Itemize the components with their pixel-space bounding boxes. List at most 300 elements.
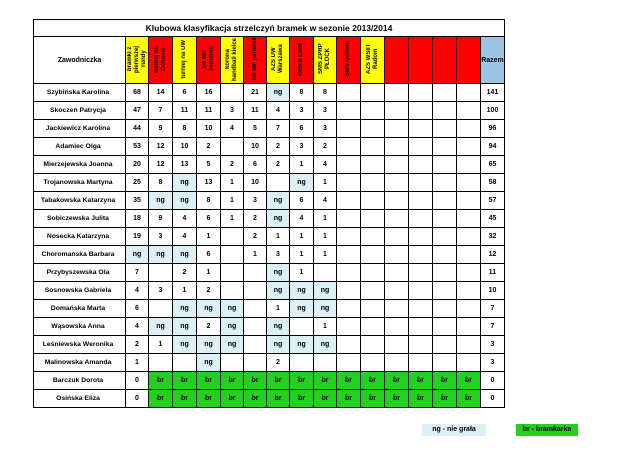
column-header-10 <box>337 37 361 84</box>
score-cell <box>361 120 385 138</box>
total-cell: 3 <box>481 354 505 372</box>
score-cell <box>221 138 244 156</box>
score-cell: br <box>244 390 267 408</box>
score-cell: 1 <box>244 246 267 264</box>
score-cell: ng <box>314 282 337 300</box>
score-cell <box>409 102 433 120</box>
score-cell: 1 <box>197 264 221 282</box>
score-cell: ng <box>197 354 221 372</box>
score-cell: 1 <box>314 228 337 246</box>
score-cell: br <box>361 390 385 408</box>
score-cell <box>361 192 385 210</box>
score-cell: 1 <box>314 318 337 336</box>
score-cell: br <box>337 390 361 408</box>
score-cell: 1 <box>221 192 244 210</box>
total-cell: 58 <box>481 174 505 192</box>
score-cell: 2 <box>197 318 221 336</box>
score-cell <box>385 84 409 102</box>
score-cell: br <box>409 372 433 390</box>
score-cell <box>433 246 457 264</box>
score-cell: 1 <box>149 336 173 354</box>
score-cell <box>149 354 173 372</box>
column-header-7 <box>267 37 290 84</box>
total-cell: 12 <box>481 246 505 264</box>
table-row <box>34 246 505 264</box>
score-cell: 8 <box>290 84 314 102</box>
score-cell: 1 <box>314 210 337 228</box>
score-cell <box>385 192 409 210</box>
column-header-15 <box>457 37 481 84</box>
score-cell: 4 <box>221 120 244 138</box>
total-cell: 45 <box>481 210 505 228</box>
column-header-label: 1/4 MP seniorek <box>201 46 215 72</box>
score-cell <box>457 210 481 228</box>
score-cell <box>433 192 457 210</box>
score-cell: 2 <box>173 264 197 282</box>
score-cell <box>337 228 361 246</box>
score-cell <box>457 354 481 372</box>
player-name: Trojanowska Martyna <box>34 174 126 192</box>
score-cell: ng <box>314 300 337 318</box>
player-name: Skoczeń Patrycja <box>34 102 126 120</box>
score-cell: 11 <box>197 102 221 120</box>
score-cell <box>361 228 385 246</box>
score-cell <box>457 174 481 192</box>
score-cell <box>457 84 481 102</box>
player-name: Malinowska Amanda <box>34 354 126 372</box>
score-cell <box>337 354 361 372</box>
score-cell: 3 <box>244 192 267 210</box>
legend-goalkeeper: br - bramkarka <box>516 424 578 436</box>
table-row <box>34 192 505 210</box>
player-name: Jackiewicz Karolina <box>34 120 126 138</box>
score-cell: 1 <box>314 246 337 264</box>
column-header-label: AZS WSIiT Radom <box>365 43 379 75</box>
score-cell: 1 <box>221 210 244 228</box>
column-header-9 <box>314 37 337 84</box>
score-cell <box>457 300 481 318</box>
score-cell <box>433 102 457 120</box>
score-cell <box>361 354 385 372</box>
score-cell: 3 <box>314 120 337 138</box>
score-cell <box>385 210 409 228</box>
player-name: Nosecka Katarzyna <box>34 228 126 246</box>
score-cell: br <box>361 372 385 390</box>
score-cell: 2 <box>267 138 290 156</box>
score-cell <box>221 84 244 102</box>
total-cell: 96 <box>481 120 505 138</box>
score-cell: br <box>149 390 173 408</box>
score-cell: 2 <box>314 138 337 156</box>
score-cell <box>457 138 481 156</box>
score-cell: 6 <box>126 300 149 318</box>
column-header-label: SMS Ochota <box>345 41 351 77</box>
score-cell: 6 <box>290 120 314 138</box>
score-cell: 4 <box>126 318 149 336</box>
score-cell <box>385 138 409 156</box>
score-cell <box>385 354 409 372</box>
score-cell: 11 <box>173 102 197 120</box>
score-cell: ng <box>173 246 197 264</box>
score-cell <box>149 264 173 282</box>
score-cell <box>385 120 409 138</box>
score-cell <box>385 300 409 318</box>
score-cell: 10 <box>173 138 197 156</box>
score-cell: ng <box>290 174 314 192</box>
score-cell: ng <box>290 336 314 354</box>
total-cell: 3 <box>481 336 505 354</box>
score-cell <box>409 354 433 372</box>
table-row <box>34 282 505 300</box>
score-cell <box>290 354 314 372</box>
table-row <box>34 102 505 120</box>
score-cell: 2 <box>267 156 290 174</box>
score-cell <box>221 354 244 372</box>
score-cell: 1 <box>314 174 337 192</box>
score-cell: 2 <box>244 228 267 246</box>
score-cell <box>409 318 433 336</box>
table-row <box>34 300 505 318</box>
score-cell: 3 <box>149 228 173 246</box>
score-cell: ng <box>221 318 244 336</box>
score-cell <box>361 156 385 174</box>
score-cell <box>433 84 457 102</box>
score-cell: 4 <box>173 210 197 228</box>
score-cell: 35 <box>126 192 149 210</box>
table-row <box>34 210 505 228</box>
score-cell: br <box>149 372 173 390</box>
score-cell: ng <box>221 336 244 354</box>
score-cell: ng <box>173 174 197 192</box>
total-cell: 0 <box>481 372 505 390</box>
score-cell: ng <box>149 318 173 336</box>
score-cell: 4 <box>173 228 197 246</box>
score-cell: 12 <box>149 156 173 174</box>
score-cell <box>409 138 433 156</box>
score-cell: ng <box>267 318 290 336</box>
score-cell: 1 <box>267 228 290 246</box>
score-cell: 6 <box>244 156 267 174</box>
column-header-label: AZS UW Warszawa <box>271 44 284 74</box>
score-cell: 14 <box>149 84 173 102</box>
score-cell: ng <box>267 264 290 282</box>
score-cell: ng <box>314 336 337 354</box>
score-cell: 4 <box>314 192 337 210</box>
column-header-label: bramki z pierwszej rundy <box>126 45 147 73</box>
score-cell: 7 <box>149 102 173 120</box>
score-cell: 12 <box>149 138 173 156</box>
score-cell <box>433 300 457 318</box>
score-cell: 3 <box>290 138 314 156</box>
score-cell <box>433 318 457 336</box>
player-name: Sobiczewska Julita <box>34 210 126 228</box>
score-cell <box>457 318 481 336</box>
score-cell: 19 <box>126 228 149 246</box>
score-cell: br <box>314 372 337 390</box>
score-cell: ng <box>173 336 197 354</box>
score-cell <box>433 156 457 174</box>
score-cell <box>244 336 267 354</box>
total-cell: 32 <box>481 228 505 246</box>
score-cell: 8 <box>314 84 337 102</box>
column-header-3 <box>173 37 197 84</box>
score-cell <box>337 282 361 300</box>
score-cell <box>290 318 314 336</box>
player-name: Tabakowska Katarzyna <box>34 192 126 210</box>
column-header-2 <box>149 37 173 84</box>
score-cell <box>409 282 433 300</box>
table-row <box>34 156 505 174</box>
score-cell: 3 <box>267 246 290 264</box>
total-column-header: Razem <box>481 37 505 84</box>
score-cell: ng <box>267 192 290 210</box>
score-cell: 16 <box>197 84 221 102</box>
table-title: Klubowa klasyfikacja strzelczyń bramek w sezonie 2013/2014 <box>34 20 505 37</box>
score-cell: br <box>244 372 267 390</box>
score-cell: ng <box>221 300 244 318</box>
score-cell: br <box>290 390 314 408</box>
score-cell: 2 <box>267 354 290 372</box>
column-header-5 <box>221 37 244 84</box>
score-cell <box>173 354 197 372</box>
score-cell <box>361 318 385 336</box>
score-cell <box>409 120 433 138</box>
score-cell: ng <box>290 282 314 300</box>
score-cell <box>361 264 385 282</box>
score-cell <box>385 174 409 192</box>
score-cell: br <box>197 372 221 390</box>
score-cell <box>337 336 361 354</box>
score-cell: 3 <box>290 102 314 120</box>
score-cell: 6 <box>197 246 221 264</box>
score-cell <box>409 84 433 102</box>
column-header-1 <box>126 37 149 84</box>
score-cell: ng <box>126 246 149 264</box>
score-cell <box>337 300 361 318</box>
score-cell: 1 <box>221 174 244 192</box>
score-cell <box>409 300 433 318</box>
column-header-label: SMS ZPRP PŁOCK <box>318 43 331 75</box>
score-cell <box>433 228 457 246</box>
score-cell: 68 <box>126 84 149 102</box>
score-cell: 44 <box>126 120 149 138</box>
score-cell <box>337 318 361 336</box>
score-cell <box>149 300 173 318</box>
score-cell: br <box>385 372 409 390</box>
score-cell <box>433 336 457 354</box>
score-cell: 2 <box>126 336 149 354</box>
score-cell: 4 <box>267 102 290 120</box>
score-cell <box>337 120 361 138</box>
score-cell <box>457 102 481 120</box>
score-cell <box>433 264 457 282</box>
score-cell: ng <box>197 300 221 318</box>
header-row <box>34 37 505 84</box>
column-header-label: CHKS Łódź <box>298 42 304 76</box>
score-cell: 20 <box>126 156 149 174</box>
score-cell <box>337 174 361 192</box>
score-cell: 11 <box>244 102 267 120</box>
total-cell: 57 <box>481 192 505 210</box>
score-cell: 1 <box>126 354 149 372</box>
score-cell: 2 <box>197 138 221 156</box>
score-cell <box>314 354 337 372</box>
score-cell: 1 <box>290 246 314 264</box>
score-cell: br <box>290 372 314 390</box>
score-cell <box>433 138 457 156</box>
score-cell: 6 <box>197 210 221 228</box>
score-cell: 4 <box>290 210 314 228</box>
score-cell <box>409 192 433 210</box>
player-name: Leśniewska Weronika <box>34 336 126 354</box>
total-cell: 10 <box>481 282 505 300</box>
score-cell: ng <box>173 300 197 318</box>
score-cell <box>337 192 361 210</box>
score-cell: ng <box>149 246 173 264</box>
score-cell <box>267 174 290 192</box>
table-row <box>34 264 505 282</box>
score-cell <box>361 246 385 264</box>
player-name: Sosnowska Gabriela <box>34 282 126 300</box>
score-cell <box>361 300 385 318</box>
score-cell: br <box>385 390 409 408</box>
score-cell: 1 <box>290 264 314 282</box>
table-row <box>34 318 505 336</box>
score-cell: 3 <box>314 102 337 120</box>
score-cell <box>433 210 457 228</box>
score-cell <box>361 138 385 156</box>
score-cell <box>244 354 267 372</box>
score-cell: 3 <box>221 102 244 120</box>
score-cell <box>244 282 267 300</box>
score-cell <box>385 246 409 264</box>
score-cell <box>244 264 267 282</box>
player-name: Barczuk Dorota <box>34 372 126 390</box>
score-cell: 7 <box>126 264 149 282</box>
player-name: Adamiec Olga <box>34 138 126 156</box>
score-cell <box>433 282 457 300</box>
score-cell <box>457 228 481 246</box>
score-cell: br <box>337 372 361 390</box>
score-cell: 1 <box>197 228 221 246</box>
score-cell: 1 <box>267 300 290 318</box>
score-cell <box>244 300 267 318</box>
score-cell <box>409 210 433 228</box>
column-header-6 <box>244 37 267 84</box>
table-row <box>34 174 505 192</box>
column-header-11 <box>361 37 385 84</box>
score-cell <box>433 120 457 138</box>
score-cell <box>457 264 481 282</box>
score-cell: ng <box>197 336 221 354</box>
player-name: Choromańska Barbara <box>34 246 126 264</box>
score-cell: 2 <box>221 156 244 174</box>
table-row <box>34 138 505 156</box>
score-cell: 9 <box>149 210 173 228</box>
column-header-label: turniej na UW <box>181 39 187 79</box>
score-cell: br <box>197 390 221 408</box>
column-header-label: korona handball kielce <box>225 37 238 81</box>
score-cell: 13 <box>173 156 197 174</box>
table-row <box>34 228 505 246</box>
score-cell: 4 <box>126 282 149 300</box>
player-name: Osińska Eliza <box>34 390 126 408</box>
name-column-header: Zawodniczka <box>34 37 126 84</box>
score-cell <box>361 210 385 228</box>
score-cell: 1 <box>290 228 314 246</box>
table-row <box>34 354 505 372</box>
score-cell: 18 <box>126 210 149 228</box>
scorers-table <box>33 19 505 408</box>
score-cell: ng <box>267 84 290 102</box>
score-cell: 2 <box>197 282 221 300</box>
total-cell: 65 <box>481 156 505 174</box>
score-cell <box>409 174 433 192</box>
score-cell: br <box>173 390 197 408</box>
table-row <box>34 390 505 408</box>
score-cell: 0 <box>126 372 149 390</box>
score-cell: br <box>173 372 197 390</box>
score-cell <box>361 84 385 102</box>
score-cell <box>337 84 361 102</box>
total-cell: 11 <box>481 264 505 282</box>
column-header-13 <box>409 37 433 84</box>
score-cell: 47 <box>126 102 149 120</box>
score-cell: br <box>457 372 481 390</box>
score-cell <box>221 246 244 264</box>
column-header-4 <box>197 37 221 84</box>
score-cell: 13 <box>197 174 221 192</box>
score-cell <box>337 156 361 174</box>
score-cell: br <box>409 390 433 408</box>
score-cell: 6 <box>290 192 314 210</box>
score-cell <box>221 282 244 300</box>
score-cell <box>385 336 409 354</box>
score-cell: 1 <box>290 156 314 174</box>
score-cell <box>337 210 361 228</box>
score-cell <box>409 336 433 354</box>
score-cell <box>337 102 361 120</box>
score-cell: br <box>457 390 481 408</box>
score-cell: ng <box>290 300 314 318</box>
legend-not-played: ng - nie grała <box>422 424 486 436</box>
score-cell <box>361 282 385 300</box>
column-header-label: turniej na Ochocie <box>153 45 167 73</box>
score-cell: br <box>221 372 244 390</box>
score-cell: 8 <box>173 120 197 138</box>
total-cell: 100 <box>481 102 505 120</box>
player-name: Wąsowska Anna <box>34 318 126 336</box>
score-cell: ng <box>173 318 197 336</box>
score-cell <box>385 264 409 282</box>
score-cell <box>221 228 244 246</box>
table-row <box>34 336 505 354</box>
score-cell: 8 <box>149 174 173 192</box>
player-name: Domańska Marta <box>34 300 126 318</box>
column-header-label: 1/2 MP juniorek <box>251 37 258 81</box>
player-name: Szybińska Karolina <box>34 84 126 102</box>
score-cell: 21 <box>244 84 267 102</box>
total-cell: 94 <box>481 138 505 156</box>
score-cell: 9 <box>149 120 173 138</box>
score-cell: 0 <box>126 390 149 408</box>
score-cell <box>337 246 361 264</box>
score-cell <box>457 192 481 210</box>
score-cell <box>314 264 337 282</box>
column-header-8 <box>290 37 314 84</box>
score-cell: 53 <box>126 138 149 156</box>
score-cell: 2 <box>244 210 267 228</box>
